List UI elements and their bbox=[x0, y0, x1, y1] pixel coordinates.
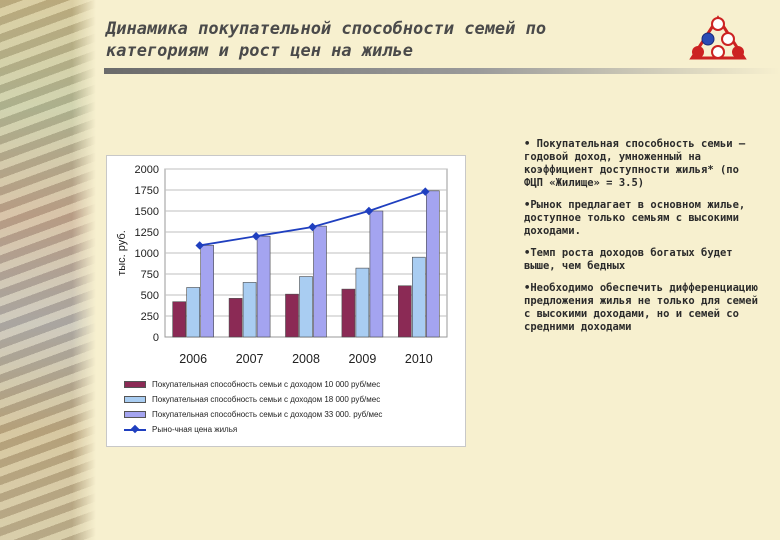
title-line-1: Динамика покупательной способности семей по bbox=[106, 19, 547, 39]
y-tick-label: 2000 bbox=[134, 164, 159, 176]
bar bbox=[356, 268, 369, 337]
bar bbox=[342, 289, 355, 337]
y-tick-label: 1750 bbox=[134, 185, 159, 197]
y-tick-label: 0 bbox=[152, 332, 159, 344]
legend-label-income-18000: Покупательная способность семьи с доходом 18 000 руб/мес bbox=[152, 395, 381, 404]
bullet-income-growth: •Темп роста доходов богатых будет выше, чем бедных bbox=[524, 247, 733, 272]
bullet-differentiation: •Необходимо обеспечить дифференциацию предложения жилья не только для семей с высокими доходами, но и семей со средними доходами bbox=[524, 282, 758, 333]
decorative-banknote-strip bbox=[0, 0, 96, 540]
y-tick-label: 1500 bbox=[134, 206, 159, 218]
legend-label-income-10000: Покупательная способность семьи с доходом 10 000 руб/мес bbox=[152, 380, 381, 389]
bar bbox=[370, 211, 383, 337]
legend-swatch-income-33000 bbox=[124, 411, 146, 418]
bar bbox=[300, 277, 313, 337]
legend-item-income-10000 bbox=[124, 377, 450, 392]
people-triangle-logo-icon bbox=[686, 14, 750, 62]
y-axis-label: тыс. руб. bbox=[116, 230, 128, 276]
bar bbox=[426, 191, 439, 337]
bar bbox=[314, 226, 327, 337]
bar bbox=[187, 287, 200, 337]
x-tick-label: 2010 bbox=[404, 352, 433, 366]
page-title bbox=[106, 18, 646, 62]
bar bbox=[173, 302, 186, 337]
y-tick-label: 750 bbox=[140, 269, 159, 281]
legend-item-market-price bbox=[124, 422, 450, 437]
title-line-2: категориям и рост цен на жилье bbox=[106, 41, 414, 61]
legend-swatch-income-18000 bbox=[124, 396, 146, 403]
legend-item-income-33000 bbox=[124, 407, 450, 422]
bullet-list bbox=[524, 138, 764, 343]
bar bbox=[398, 286, 411, 337]
legend-swatch-market-price bbox=[124, 426, 146, 433]
bar bbox=[257, 236, 270, 337]
legend-swatch-income-10000 bbox=[124, 381, 146, 388]
x-tick-label: 2007 bbox=[235, 352, 264, 366]
x-tick-label: 2008 bbox=[292, 352, 320, 366]
legend-item-income-18000 bbox=[124, 392, 450, 407]
chart-legend bbox=[124, 377, 450, 437]
y-tick-label: 1250 bbox=[134, 227, 159, 239]
bullet-purchasing-power: • Покупательная способность семьи – годовой доход, умноженный на коэффициент доступности жилья* (по ФЦП «Жилище» = 3.5) bbox=[524, 138, 746, 189]
title-divider bbox=[104, 68, 780, 74]
y-tick-label: 500 bbox=[140, 290, 159, 302]
x-tick-label: 2009 bbox=[348, 352, 377, 366]
legend-label-market-price: Рыно-чная цена жилья bbox=[152, 425, 238, 434]
bar bbox=[286, 294, 299, 337]
bar bbox=[412, 257, 425, 337]
y-tick-label: 250 bbox=[140, 311, 159, 323]
x-tick-label: 2006 bbox=[179, 352, 208, 366]
bar bbox=[229, 298, 242, 337]
y-tick-label: 1000 bbox=[134, 248, 159, 260]
bar bbox=[243, 282, 256, 337]
bullet-market-offer: •Рынок предлагает в основном жилье, доступное только семьям с высокими доходами. bbox=[524, 199, 746, 237]
bar bbox=[201, 245, 214, 337]
legend-label-income-33000: Покупательная способность семьи с доходом 33 000. руб/мес bbox=[152, 410, 383, 419]
